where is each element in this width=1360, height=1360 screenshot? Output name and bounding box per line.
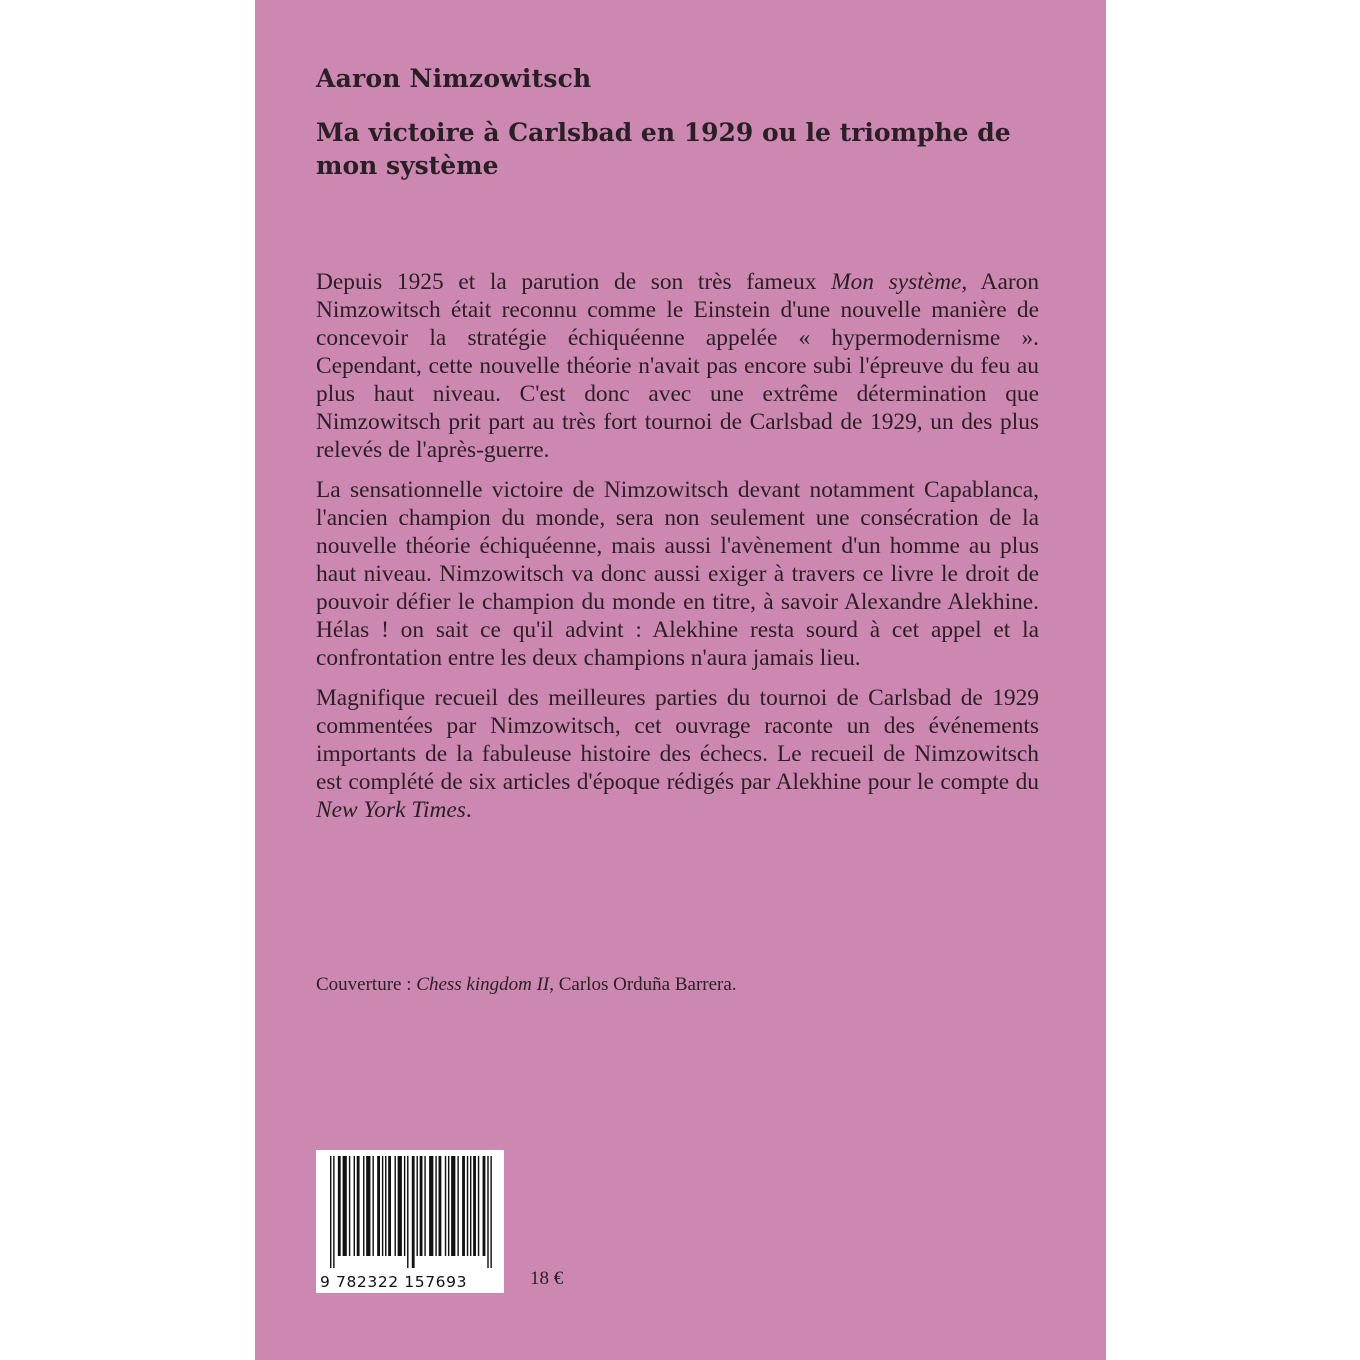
blurb-paragraph-1: [316, 268, 1039, 464]
credit-work: Chess kingdom II: [416, 974, 550, 995]
author-name: Aaron Nimzowitsch: [316, 64, 592, 93]
barcode-bar: [487, 1156, 488, 1268]
barcode-bar: [366, 1156, 370, 1256]
barcode-bar: [429, 1156, 433, 1256]
barcode-bar: [445, 1156, 446, 1256]
barcode-bar: [385, 1156, 386, 1256]
barcode-bar: [357, 1156, 360, 1256]
barcode-bar: [490, 1156, 491, 1268]
book-title: Ma victoire à Carlsbad en 1929 ou le triomphe de mon système: [316, 118, 1011, 180]
barcode-bar: [478, 1156, 479, 1256]
barcode-bar: [483, 1156, 486, 1256]
barcode-bar: [407, 1156, 408, 1268]
blurb: [316, 268, 1039, 836]
barcode-bar: [412, 1156, 415, 1268]
blurb-p3-text-b: .: [465, 797, 472, 823]
barcode-bar: [462, 1156, 465, 1256]
barcode-bar: [467, 1156, 468, 1256]
credit-artist: , Carlos Orduña Barrera.: [549, 974, 737, 995]
barcode-bar: [439, 1156, 442, 1256]
barcode-bar: [394, 1156, 395, 1256]
blurb-p3-text-a: Magnifique recueil des meilleures parties du tournoi de Carlsbad de 1929 commentées par Nimzowitsch, cet ouvrage raconte un des événements importants de la fabuleuse histoire des échecs. Le recueil de Nimzowitsch est complété de six articles d'époque rédigés par Alekhine pour le compte du: [316, 685, 1039, 795]
credit-label: Couverture :: [316, 974, 417, 995]
barcode-bar: [330, 1156, 331, 1268]
barcode-bar: [388, 1156, 391, 1256]
barcode-bar: [382, 1156, 383, 1256]
price-label: 18 €: [530, 1268, 564, 1289]
book-back-cover: [255, 0, 1106, 1360]
barcode-bar: [435, 1156, 436, 1256]
blurb-p1-italic: Mon système,: [831, 269, 968, 295]
barcode-bar: [448, 1156, 449, 1256]
barcode-bars: [330, 1156, 492, 1268]
barcode-bar: [377, 1156, 380, 1256]
blurb-p1-text-b: Aaron Nimzowitsch était reconnu comme le Einstein d'une nouvelle manière de concevoir la stratégie échiquéenne appelée « hypermodernisme ». Cependant, cette nouvelle théorie n'avait pas encore subi l'épreuve du feu au plus haut niveau. C'est donc avec une extrême détermination que Nimzowitsch prit part au très fort tournoi de Carlsbad de 1929, un des plus relevés de l'après-guerre.: [316, 269, 1040, 463]
cover-credit: [316, 973, 737, 997]
barcode-bar: [349, 1156, 350, 1256]
barcode-bar: [417, 1156, 418, 1256]
blurb-p3-italic: New York Times: [316, 797, 466, 823]
barcode-bar: [451, 1156, 455, 1256]
barcode-bar: [363, 1156, 364, 1256]
barcode-bar: [398, 1156, 402, 1256]
barcode-bar: [473, 1156, 476, 1256]
barcode-bar: [420, 1156, 423, 1256]
isbn-barcode: [316, 1150, 504, 1293]
barcode-bar: [343, 1156, 347, 1256]
barcode-bar: [333, 1156, 334, 1268]
barcode-bar: [338, 1156, 341, 1256]
barcode-bar: [372, 1156, 373, 1256]
blurb-paragraph-3: [316, 684, 1039, 824]
barcode-bar: [404, 1156, 405, 1256]
blurb-p1-text-a: Depuis 1925 et la parution de son très fameux: [316, 269, 832, 295]
barcode-bar: [457, 1156, 458, 1256]
barcode-bar: [424, 1156, 425, 1256]
barcode-bar: [470, 1156, 471, 1256]
blurb-paragraph-2: La sensationnelle victoire de Nimzowitsch devant notamment Capablanca, l'ancien champion du monde, sera non seulement une consécration de la nouvelle théorie échiquéenne, mais aussi l'avènement d'un homme au plus haut niveau. Nimzowitsch va donc aussi exiger à travers ce livre le droit de pouvoir défier le champion du monde en titre, à savoir Alexandre Alekhine. Hélas ! on sait ce qu'il advint : Alekhine resta sourd à cet appel et la confrontation entre les deux champions n'aura jamais lieu.: [316, 477, 1039, 671]
isbn-number: 9 782322 157693: [320, 1273, 468, 1291]
barcode-bar: [354, 1156, 355, 1256]
